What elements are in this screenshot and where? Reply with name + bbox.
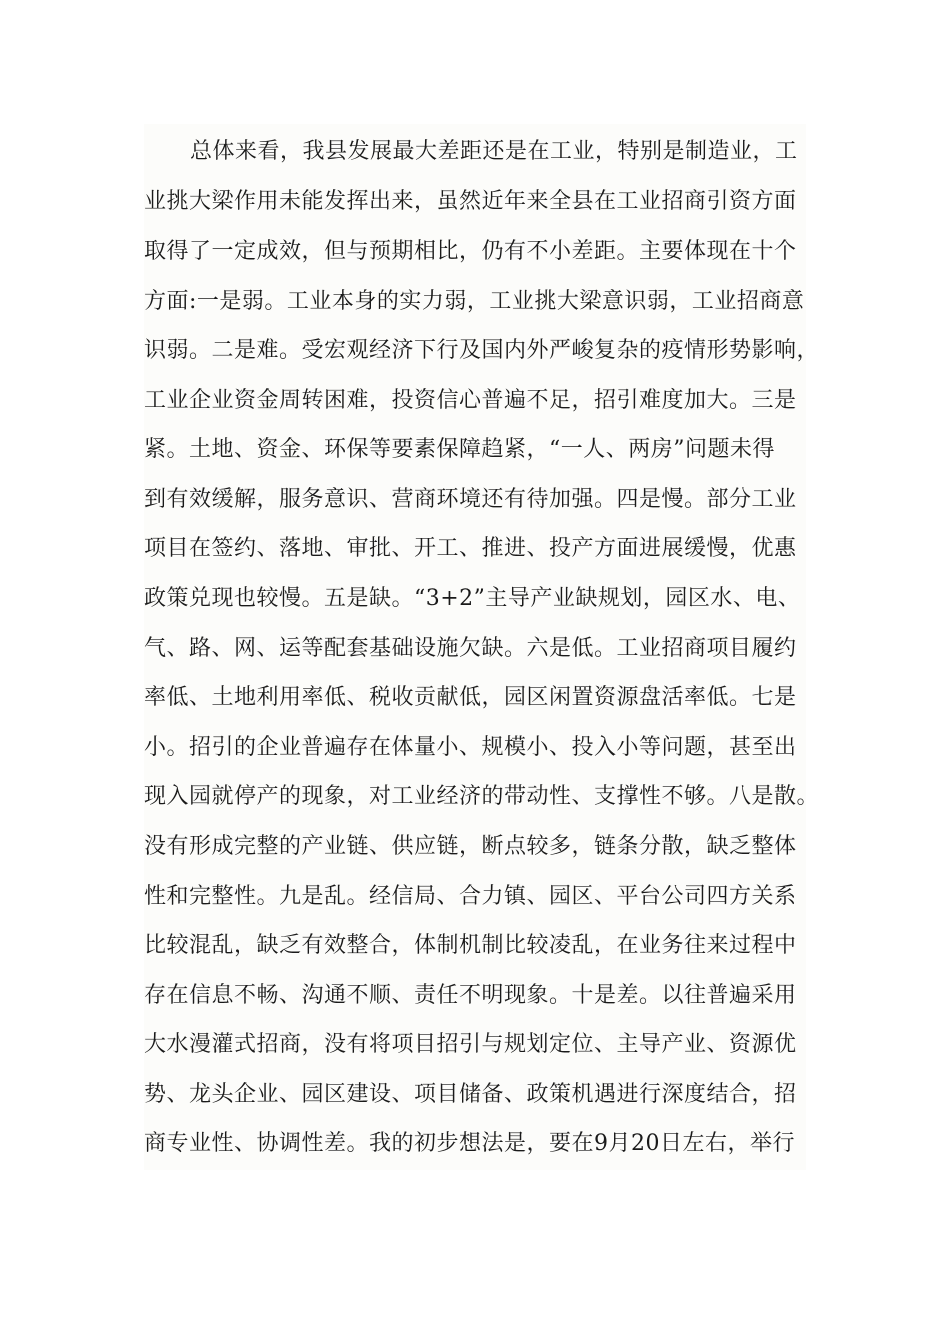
paragraph-line: 势、龙头企业、园区建设、项目储备、政策机遇进行深度结合，招 <box>144 1082 797 1107</box>
paragraph-line: 气、路、网、运等配套基础设施欠缺。六是低。工业招商项目履约 <box>144 636 797 661</box>
paragraph-line: 方面:一是弱。工业本身的实力弱，工业挑大梁意识弱，工业招商意 <box>144 289 805 314</box>
paragraph-line: 商专业性、协调性差。我的初步想法是，要在9月20日左右，举行 <box>144 1131 795 1156</box>
paragraph-line: 小。招引的企业普遍存在体量小、规模小、投入小等问题，甚至出 <box>144 735 797 760</box>
paragraph-line: 政策兑现也较慢。五是缺。“3+2”主导产业缺规划，园区水、电、 <box>144 586 801 611</box>
paragraph-line: 总体来看，我县发展最大差距还是在工业，特别是制造业，工 <box>190 139 798 164</box>
paragraph-line: 性和完整性。九是乱。经信局、合力镇、园区、平台公司四方关系 <box>144 884 797 909</box>
paragraph-line: 项目在签约、落地、审批、开工、推进、投产方面进展缓慢，优惠 <box>144 536 797 561</box>
paragraph-line: 没有形成完整的产业链、供应链，断点较多，链条分散，缺乏整体 <box>144 834 797 859</box>
paragraph-line: 大水漫灌式招商，没有将项目招引与规划定位、主导产业、资源优 <box>144 1032 797 1057</box>
paragraph-line: 识弱。二是难。受宏观经济下行及国内外严峻复杂的疫情形势影响， <box>144 338 820 363</box>
paragraph-line: 比较混乱，缺乏有效整合，体制机制比较凌乱，在业务往来过程中 <box>144 933 797 958</box>
paragraph-line: 存在信息不畅、沟通不顺、责任不明现象。十是差。以往普遍采用 <box>144 983 797 1008</box>
paragraph-line: 紧。土地、资金、环保等要素保障趋紧，“一人、两房”问题未得 <box>144 437 775 462</box>
paragraph-line: 率低、土地利用率低、税收贡献低，园区闲置资源盘活率低。七是 <box>144 685 797 710</box>
paragraph-line: 到有效缓解，服务意识、营商环境还有待加强。四是慢。部分工业 <box>144 487 797 512</box>
paragraph-line: 业挑大梁作用未能发挥出来，虽然近年来全县在工业招商引资方面 <box>144 189 797 214</box>
body-paragraph <box>144 124 820 1170</box>
paragraph-line: 现入园就停产的现象，对工业经济的带动性、支撑性不够。八是散。 <box>144 784 820 809</box>
paragraph-line: 工业企业资金周转困难，投资信心普遍不足，招引难度加大。三是 <box>144 388 797 413</box>
paragraph-line: 取得了一定成效，但与预期相比，仍有不小差距。主要体现在十个 <box>144 239 797 264</box>
